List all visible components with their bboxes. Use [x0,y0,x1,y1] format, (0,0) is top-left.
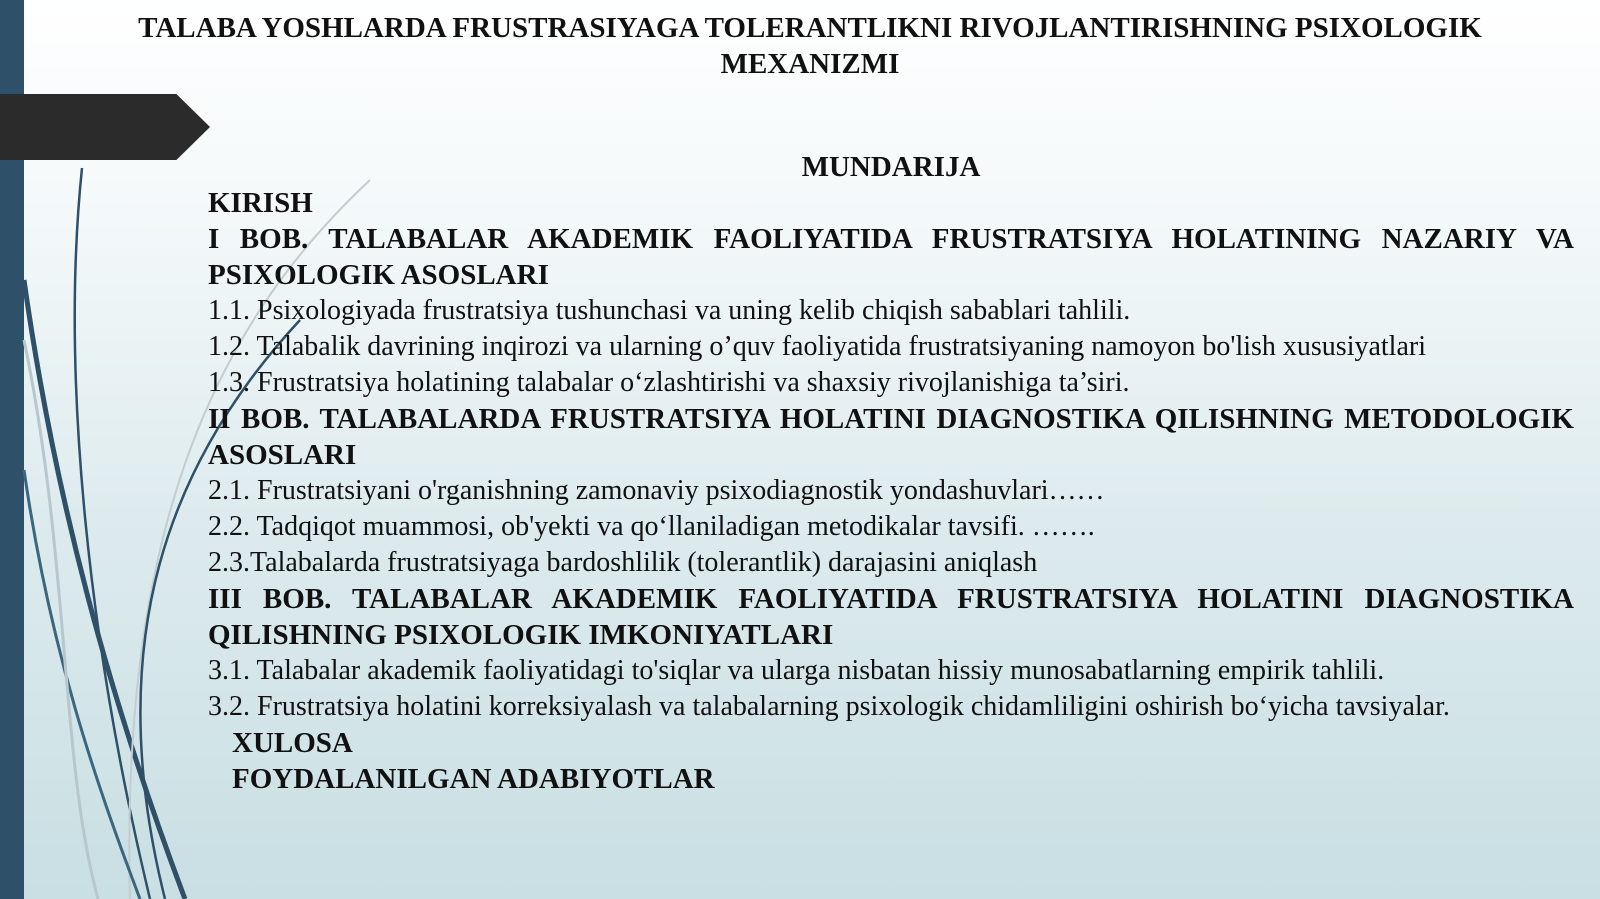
toc-chapter-1-title: I BOB. TALABALAR AKADEMIK FAOLIYATIDA FRUSTRATSIYA HOLATINING NAZARIY VA PSIXOLOGIK ASOSLARI [208,223,1574,291]
toc-section-3-2: 3.2. Frustratsiya holatini korreksiyalash va talabalarning psixologik chidamliligini oshirish bo‘yicha tavsiyalar. [208,691,1450,722]
slide-title: TALABA YOSHLARDA FRUSTRASIYAGA TOLERANTLIKNI RIVOJLANTIRISHNING PSIXOLOGIK MEXANIZMI [138,12,1482,80]
toc-chapter-3-title: III BOB. TALABALAR AKADEMIK FAOLIYATIDA FRUSTRATSIYA HOLATINI DIAGNOSTIKA QILISHNING PSIXOLOGIK IMKONIYATLARI [208,583,1574,651]
toc-section-2-2: 2.2. Tadqiqot muammosi, ob'yekti va qo‘llaniladigan metodikalar tavsifi. ……. [208,511,1095,542]
toc-section-1-1: 1.1. Psixologiyada frustratsiya tushunchasi va uning kelib chiqish sabablari tahlili. [208,295,1131,326]
toc-section-1-3: 1.3. Frustratsiya holatining talabalar o‘zlashtirishi va shaxsiy rivojlanishiga ta’siri. [208,367,1130,398]
arrow-tab-shape [0,94,210,160]
toc-section-1-2: 1.2. Talabalik davrining inqirozi va ularning o’quv faoliyatida frustratsiyaning namoyon bo'lish xususiyatlari [208,331,1426,362]
toc-section-3-1: 3.1. Talabalar akademik faoliyatidagi to'siqlar va ularga nisbatan hissiy munosabatlarning empirik tahlili. [208,655,1385,686]
toc-references: FOYDALANILGAN ADABIYOTLAR [232,763,715,795]
toc-section-2-1: 2.1. Frustratsiyani o'rganishning zamonaviy psixodiagnostik yondashuvlari…… [208,475,1105,506]
toc-section-2-3: 2.3.Talabalarda frustratsiyaga bardoshlilik (tolerantlik) darajasini aniqlash [208,547,1038,578]
toc-chapter-2-title: II BOB. TALABALARDA FRUSTRATSIYA HOLATINI DIAGNOSTIKA QILISHNING METODOLOGIK ASOSLARI [208,403,1574,471]
table-of-contents [208,185,1574,797]
toc-conclusion: XULOSA [232,727,353,759]
toc-heading: MUNDARIJA [801,151,981,183]
toc-intro: KIRISH [208,187,313,219]
